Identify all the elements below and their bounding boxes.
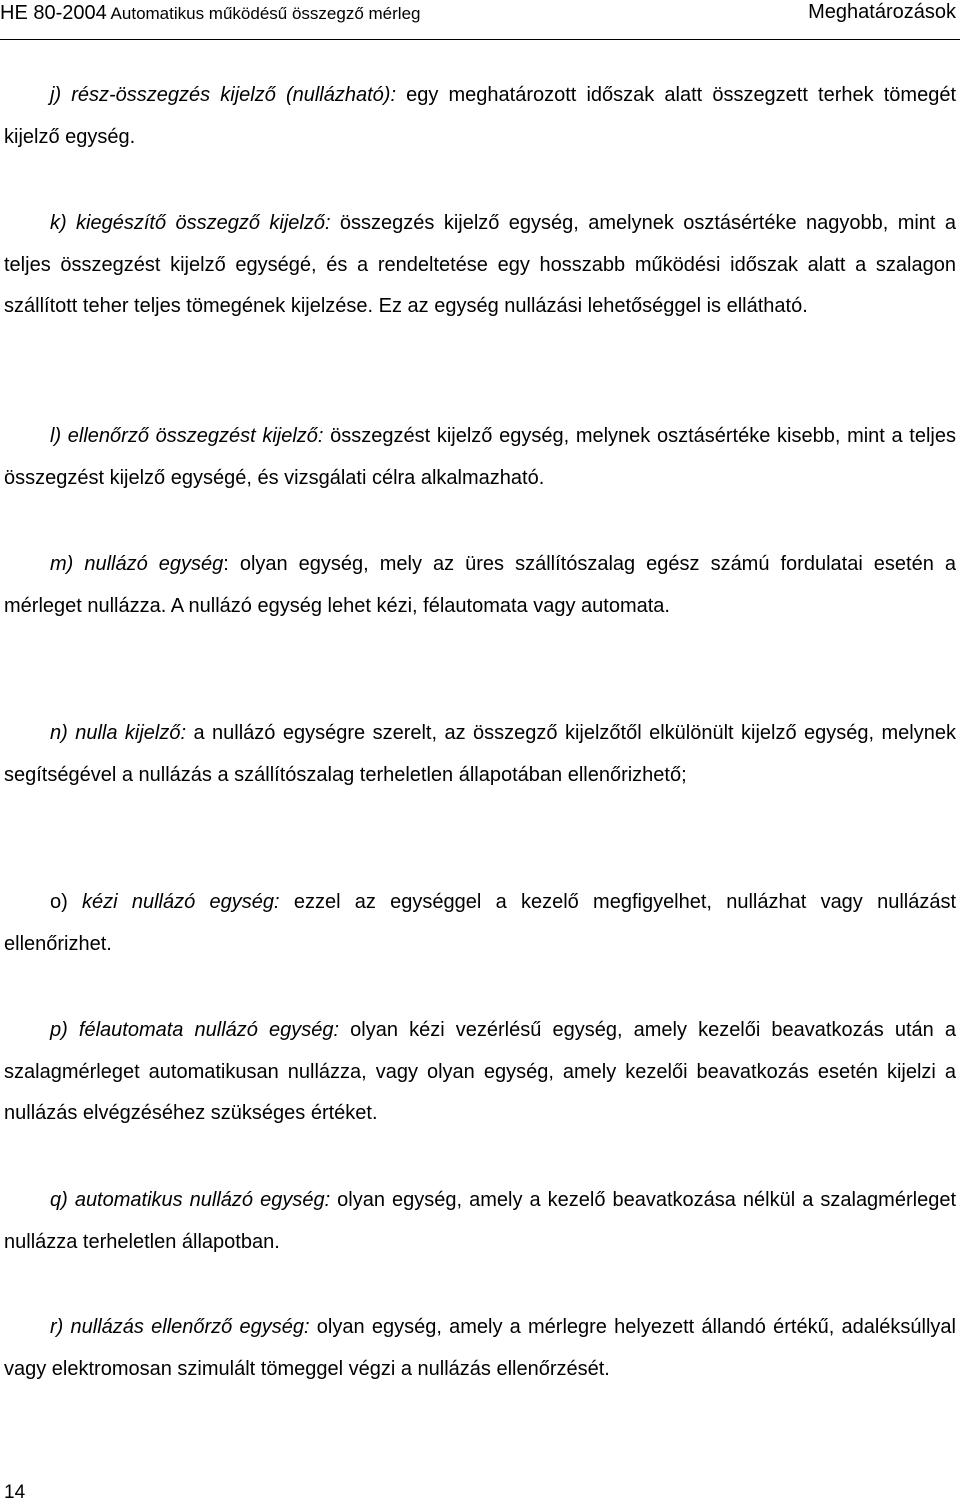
definition-term: n) nulla kijelző:: [50, 722, 187, 744]
definition-text: egy meghatározott időszak alatt összegzett terhek tömegét kijelző egység.: [4, 84, 957, 148]
page-header: [0, 0, 960, 40]
definition-text: olyan egység, amely a kezelő beavatkozása nélkül a szalagmérleget nullázza terheletlen állapotban.: [4, 1189, 956, 1253]
definition-term: k) kiegészítő összegző kijelző:: [50, 212, 331, 234]
definition-term: r) nullázás ellenőrző egység:: [50, 1316, 310, 1338]
definition-term: l) ellenőrző összegzést kijelző:: [50, 425, 324, 447]
definition-n: [4, 713, 956, 796]
definition-term: m) nullázó egység: [50, 553, 224, 575]
definition-m: [4, 544, 956, 627]
header-document-title: [0, 2, 420, 25]
definition-term: p) félautomata nullázó egység:: [50, 1019, 340, 1041]
definition-p: [4, 1010, 956, 1135]
definition-term: q) automatikus nullázó egység:: [50, 1189, 331, 1211]
header-standard-code: HE 80-2004: [0, 2, 107, 24]
definition-text: olyan egység, amely a mérlegre helyezett állandó értékű, adaléksúllyal vagy elektromosan szimulált tömeggel végzi a nullázás ellenőrzését.: [4, 1316, 956, 1380]
definition-text: összegzést kijelző egység, melynek osztásértéke kisebb, mint a teljes összegzést kijelző egységé, és vizsgálati célra alkalmazható.: [4, 425, 956, 489]
definition-text: összegzés kijelző egység, amelynek osztásértéke nagyobb, mint a teljes összegzést kijelző egységé, és a rendeltetése egy hosszabb működési időszak alatt a szalagon szállított teher teljes tömegének kijelzése. Ez az egység nullázási lehetőséggel is ellátható.: [4, 212, 956, 317]
header-subtitle: Automatikus működésű összegző mérleg: [110, 4, 421, 23]
definition-l: [4, 416, 956, 499]
definition-r: [4, 1307, 956, 1390]
definition-text: : olyan egység, mely az üres szállítószalag egész számú fordulatai esetén a mérleget nullázza. A nullázó egység lehet kézi, félautomata vagy automata.: [4, 553, 956, 617]
page-number: 14: [4, 1482, 26, 1503]
definition-j: [4, 75, 956, 158]
definition-term: kézi nullázó egység:: [82, 891, 280, 913]
definition-text: olyan kézi vezérlésű egység, amely kezelői beavatkozás után a szalagmérleget automatikusan nullázza, vagy olyan egység, amely kezelői beavatkozás esetén kijelzi a nullázás elvégzéséhez szükséges értéket.: [4, 1019, 956, 1124]
definition-text: a nullázó egységre szerelt, az összegző kijelzőtől elkülönült kijelző egység, melynek segítségével a nullázás a szállítószalag terheletlen állapotában ellenőrizhető;: [4, 722, 956, 786]
definition-term: j) rész-összegzés kijelző (nullázható):: [50, 84, 397, 106]
header-section-title: Meghatározások: [808, 1, 956, 23]
definition-k: [4, 203, 956, 328]
definition-q: [4, 1180, 956, 1263]
definition-o: o) kézi nullázó egység: ezzel az egységgel a kezelő megfigyelhet, nullázhat vagy nullázást ellenőrizhet.: [4, 891, 957, 955]
definition-text: ezzel az egységgel a kezelő megfigyelhet, nullázhat vagy nullázást ellenőrizhet.: [4, 891, 957, 955]
